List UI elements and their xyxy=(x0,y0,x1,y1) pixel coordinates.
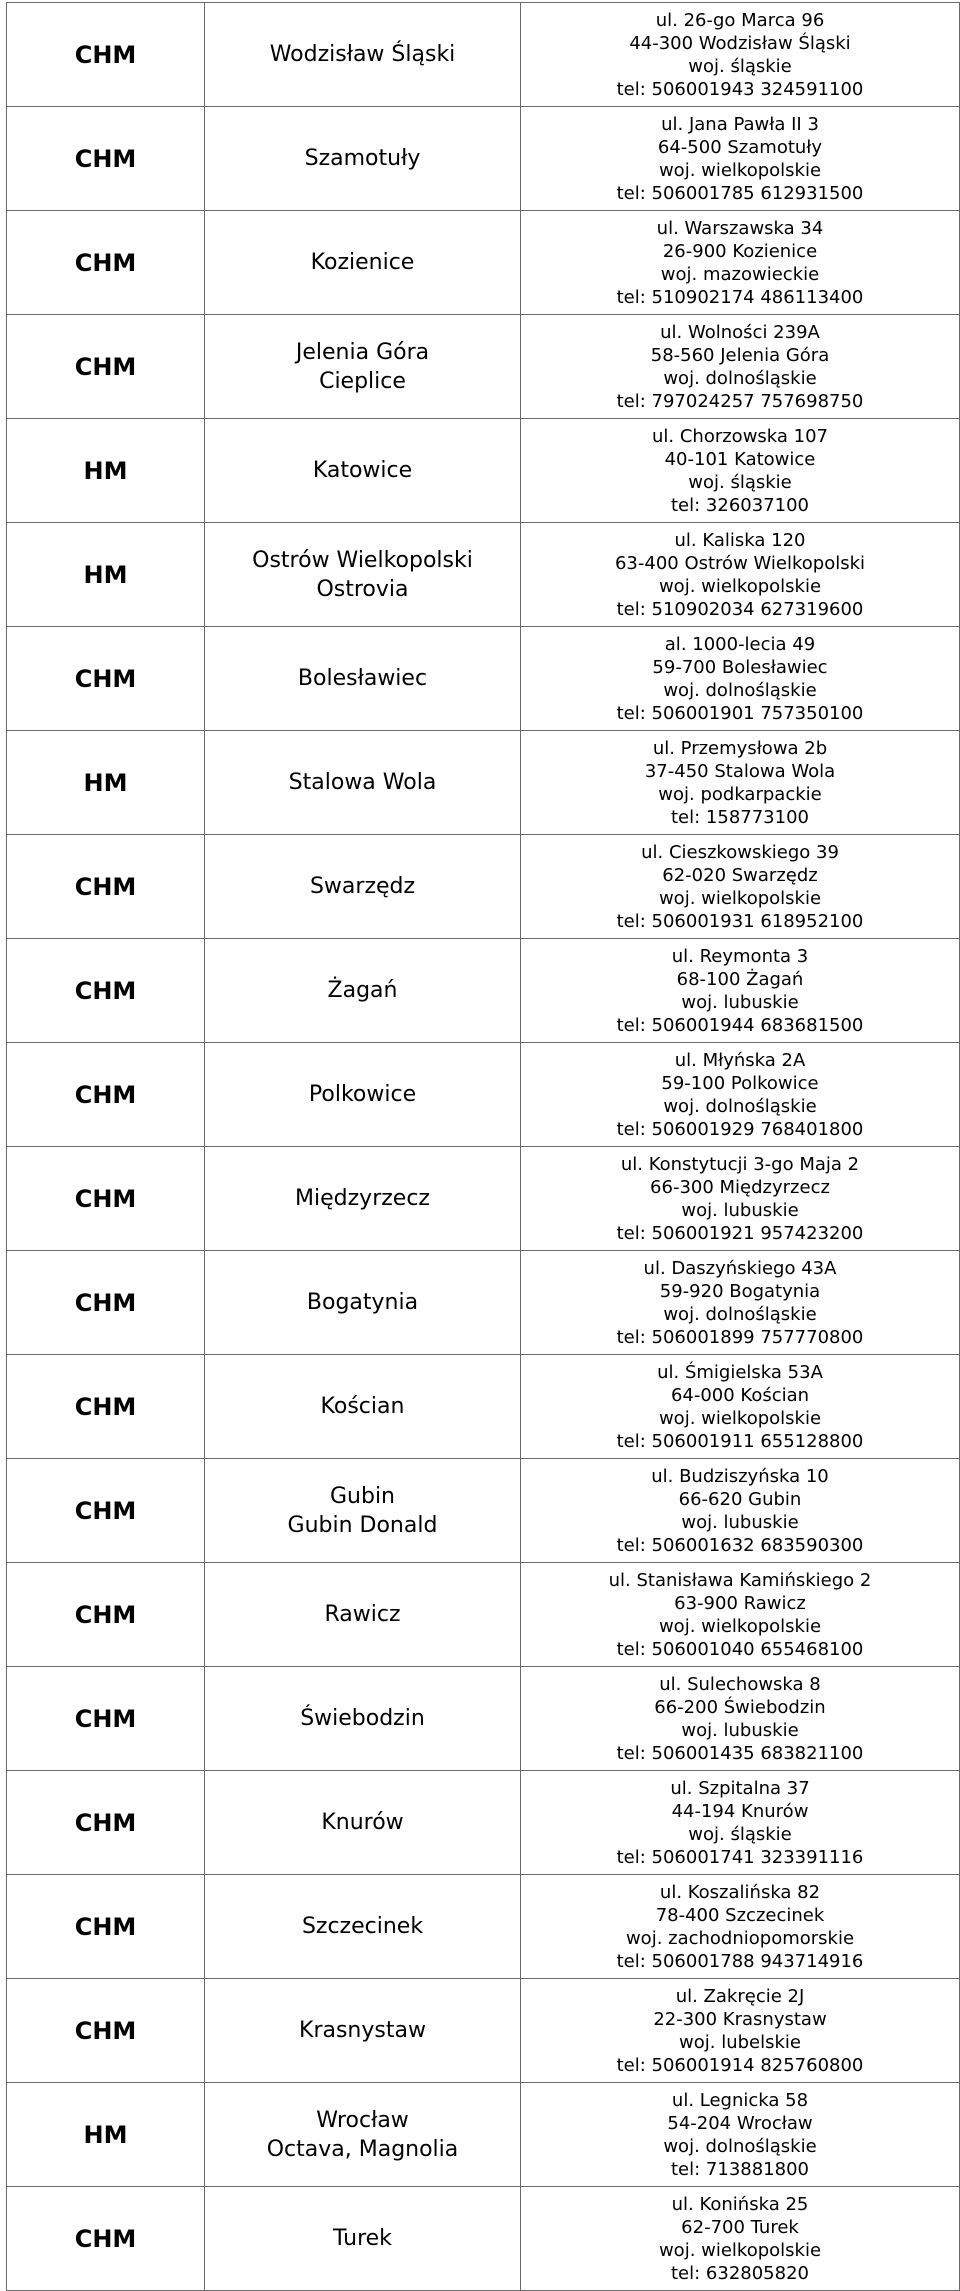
store-type-cell: CHM xyxy=(7,1979,205,2083)
street-line: ul. Sulechowska 8 xyxy=(659,1673,821,1695)
table-row xyxy=(7,1459,960,1563)
voivodeship-line: woj. lubuskie xyxy=(681,1199,799,1221)
city-line: Knurów xyxy=(321,1810,404,1835)
city-cell xyxy=(205,3,521,107)
city-line: Stalowa Wola xyxy=(288,770,437,795)
postal-line: 54-204 Wrocław xyxy=(667,2112,813,2134)
voivodeship-line: woj. zachodniopomorskie xyxy=(625,1927,855,1949)
city-cell xyxy=(205,107,521,211)
street-line: ul. Daszyńskiego 43A xyxy=(643,1257,837,1279)
address-cell xyxy=(521,1667,960,1771)
address-cell xyxy=(521,1771,960,1875)
postal-line: 37-450 Stalowa Wola xyxy=(644,760,836,782)
phone-line: tel: 506001944 683681500 xyxy=(616,1014,864,1036)
city-cell xyxy=(205,1355,521,1459)
street-line: ul. Konińska 25 xyxy=(671,2193,809,2215)
city-line: Ostrów Wielkopolski xyxy=(252,547,473,573)
city-line: Katowice xyxy=(312,458,413,483)
postal-line: 63-400 Ostrów Wielkopolski xyxy=(614,552,866,574)
table-row xyxy=(7,1875,960,1979)
address-cell xyxy=(521,1979,960,2083)
voivodeship-line: woj. podkarpackie xyxy=(658,783,822,805)
store-type-cell: CHM xyxy=(7,107,205,211)
address-cell xyxy=(521,2187,960,2291)
city-cell xyxy=(205,1875,521,1979)
street-line: ul. Warszawska 34 xyxy=(656,217,824,239)
address-cell xyxy=(521,315,960,419)
street-line: ul. Młyńska 2A xyxy=(674,1049,806,1071)
city-line: Bolesławiec xyxy=(297,666,428,691)
city-line: Bogatynia xyxy=(306,1290,419,1315)
city-line: Kozienice xyxy=(310,250,415,275)
voivodeship-line: woj. lubuskie xyxy=(681,1719,799,1741)
table-row xyxy=(7,1979,960,2083)
city-line: Wrocław xyxy=(316,2107,409,2133)
voivodeship-line: woj. śląskie xyxy=(688,1823,792,1845)
store-type-cell: CHM xyxy=(7,2187,205,2291)
postal-line: 22-300 Krasnystaw xyxy=(653,2008,827,2030)
city-line: Turek xyxy=(333,2226,392,2251)
city-line: Świebodzin xyxy=(300,1706,425,1731)
store-type-cell: CHM xyxy=(7,1459,205,1563)
table-row xyxy=(7,3,960,107)
city-line: Rawicz xyxy=(324,1602,401,1627)
street-line: ul. Przemysłowa 2b xyxy=(652,737,828,759)
postal-line: 40-101 Katowice xyxy=(664,448,816,470)
street-line: ul. Koszalińska 82 xyxy=(659,1881,821,1903)
phone-line: tel: 506001435 683821100 xyxy=(616,1742,864,1764)
street-line: ul. Cieszkowskiego 39 xyxy=(641,841,839,863)
table-row xyxy=(7,523,960,627)
postal-line: 26-900 Kozienice xyxy=(662,240,818,262)
store-type-cell: CHM xyxy=(7,1251,205,1355)
address-cell xyxy=(521,731,960,835)
voivodeship-line: woj. wielkopolskie xyxy=(658,1615,822,1637)
phone-line: tel: 506001914 825760800 xyxy=(616,2054,864,2076)
city-line: Szczecinek xyxy=(301,1914,424,1939)
city-cell xyxy=(205,1147,521,1251)
voivodeship-line: woj. mazowieckie xyxy=(660,263,820,285)
location-table xyxy=(6,2,960,2291)
address-cell xyxy=(521,1355,960,1459)
city-cell xyxy=(205,2083,521,2187)
table-row xyxy=(7,835,960,939)
table-row xyxy=(7,2187,960,2291)
city-line: Wodzisław Śląski xyxy=(269,42,456,67)
store-type-cell: CHM xyxy=(7,627,205,731)
address-cell xyxy=(521,939,960,1043)
voivodeship-line: woj. wielkopolskie xyxy=(658,1407,822,1429)
table-row xyxy=(7,1251,960,1355)
street-line: ul. Kaliska 120 xyxy=(674,529,806,551)
address-cell xyxy=(521,1459,960,1563)
store-type-cell: CHM xyxy=(7,211,205,315)
street-line: ul. Śmigielska 53A xyxy=(657,1361,823,1383)
postal-line: 66-620 Gubin xyxy=(678,1488,802,1510)
phone-line: tel: 326037100 xyxy=(671,494,809,516)
store-type-cell: HM xyxy=(7,523,205,627)
store-type-cell: HM xyxy=(7,2083,205,2187)
table-row xyxy=(7,1043,960,1147)
city-line: Żagań xyxy=(327,978,398,1003)
city-cell xyxy=(205,627,521,731)
city-cell xyxy=(205,211,521,315)
street-line: al. 1000-lecia 49 xyxy=(664,633,816,655)
phone-line: tel: 506001901 757350100 xyxy=(616,702,864,724)
phone-line: tel: 506001921 957423200 xyxy=(616,1222,864,1244)
address-cell xyxy=(521,835,960,939)
voivodeship-line: woj. śląskie xyxy=(688,471,792,493)
street-line: ul. 26-go Marca 96 xyxy=(655,9,825,31)
city-line: Międzyrzecz xyxy=(295,1186,430,1211)
store-type-cell: HM xyxy=(7,731,205,835)
postal-line: 62-700 Turek xyxy=(681,2216,799,2238)
city-cell xyxy=(205,2187,521,2291)
table-row xyxy=(7,1355,960,1459)
store-type-cell: CHM xyxy=(7,939,205,1043)
table-row xyxy=(7,315,960,419)
address-cell xyxy=(521,1563,960,1667)
postal-line: 68-100 Żagań xyxy=(676,968,804,990)
city-line: Polkowice xyxy=(308,1082,417,1107)
postal-line: 44-300 Wodzisław Śląski xyxy=(629,32,851,54)
table-row xyxy=(7,731,960,835)
postal-line: 64-500 Szamotuły xyxy=(657,136,823,158)
city-cell xyxy=(205,1563,521,1667)
address-cell xyxy=(521,627,960,731)
postal-line: 62-020 Swarzędz xyxy=(662,864,818,886)
phone-line: tel: 506001943 324591100 xyxy=(616,78,864,100)
phone-line: tel: 506001785 612931500 xyxy=(616,182,864,204)
address-cell xyxy=(521,2083,960,2187)
voivodeship-line: woj. lubelskie xyxy=(679,2031,801,2053)
phone-line: tel: 797024257 757698750 xyxy=(616,390,864,412)
street-line: ul. Reymonta 3 xyxy=(671,945,809,967)
phone-line: tel: 506001899 757770800 xyxy=(616,1326,864,1348)
city-line: Gubin xyxy=(329,1483,395,1509)
city-cell xyxy=(205,1979,521,2083)
city-line: Cieplice xyxy=(319,368,406,394)
voivodeship-line: woj. śląskie xyxy=(688,55,792,77)
address-cell xyxy=(521,107,960,211)
address-cell xyxy=(521,3,960,107)
city-cell xyxy=(205,1771,521,1875)
store-type-cell: HM xyxy=(7,419,205,523)
postal-line: 58-560 Jelenia Góra xyxy=(650,344,830,366)
postal-line: 64-000 Kościan xyxy=(670,1384,810,1406)
voivodeship-line: woj. wielkopolskie xyxy=(658,2239,822,2261)
street-line: ul. Legnicka 58 xyxy=(671,2089,809,2111)
store-type-cell: CHM xyxy=(7,315,205,419)
address-cell xyxy=(521,1043,960,1147)
address-cell xyxy=(521,523,960,627)
voivodeship-line: woj. wielkopolskie xyxy=(658,887,822,909)
address-cell xyxy=(521,419,960,523)
store-type-cell: CHM xyxy=(7,1771,205,1875)
table-row xyxy=(7,1563,960,1667)
city-line: Szamotuły xyxy=(304,146,421,171)
store-type-cell: CHM xyxy=(7,1563,205,1667)
city-line: Ostrovia xyxy=(316,576,409,602)
city-cell xyxy=(205,1251,521,1355)
phone-line: tel: 506001929 768401800 xyxy=(616,1118,864,1140)
city-cell xyxy=(205,523,521,627)
store-type-cell: CHM xyxy=(7,1667,205,1771)
postal-line: 66-200 Świebodzin xyxy=(654,1696,826,1718)
city-cell xyxy=(205,1043,521,1147)
table-row xyxy=(7,1667,960,1771)
table-row xyxy=(7,2083,960,2187)
postal-line: 59-100 Polkowice xyxy=(661,1072,819,1094)
address-cell xyxy=(521,1147,960,1251)
street-line: ul. Stanisława Kamińskiego 2 xyxy=(608,1569,872,1591)
phone-line: tel: 632805820 xyxy=(671,2262,809,2284)
phone-line: tel: 158773100 xyxy=(671,806,809,828)
postal-line: 44-194 Knurów xyxy=(671,1800,809,1822)
table-row xyxy=(7,107,960,211)
address-cell xyxy=(521,1251,960,1355)
voivodeship-line: woj. wielkopolskie xyxy=(658,575,822,597)
phone-line: tel: 506001911 655128800 xyxy=(616,1430,864,1452)
city-cell xyxy=(205,1459,521,1563)
postal-line: 59-920 Bogatynia xyxy=(659,1280,821,1302)
postal-line: 66-300 Międzyrzecz xyxy=(650,1176,830,1198)
street-line: ul. Wolności 239A xyxy=(660,321,820,343)
city-line: Swarzędz xyxy=(309,874,416,899)
street-line: ul. Konstytucji 3-go Maja 2 xyxy=(620,1153,860,1175)
city-cell xyxy=(205,731,521,835)
phone-line: tel: 506001788 943714916 xyxy=(616,1950,864,1972)
street-line: ul. Szpitalna 37 xyxy=(670,1777,810,1799)
store-type-cell: CHM xyxy=(7,3,205,107)
phone-line: tel: 506001931 618952100 xyxy=(616,910,864,932)
city-cell xyxy=(205,315,521,419)
voivodeship-line: woj. dolnośląskie xyxy=(663,679,817,701)
voivodeship-line: woj. lubuskie xyxy=(681,991,799,1013)
phone-line: tel: 510902034 627319600 xyxy=(616,598,864,620)
city-cell xyxy=(205,835,521,939)
table-row xyxy=(7,627,960,731)
store-type-cell: CHM xyxy=(7,1043,205,1147)
city-line: Kościan xyxy=(320,1394,405,1419)
phone-line: tel: 506001741 323391116 xyxy=(616,1846,864,1868)
postal-line: 63-900 Rawicz xyxy=(674,1592,806,1614)
street-line: ul. Zakręcie 2J xyxy=(675,1985,805,2007)
voivodeship-line: woj. dolnośląskie xyxy=(663,1303,817,1325)
table-row xyxy=(7,419,960,523)
city-cell xyxy=(205,419,521,523)
voivodeship-line: woj. dolnośląskie xyxy=(663,2135,817,2157)
phone-line: tel: 713881800 xyxy=(671,2158,809,2180)
store-type-cell: CHM xyxy=(7,1875,205,1979)
table-row xyxy=(7,1771,960,1875)
address-cell xyxy=(521,211,960,315)
phone-line: tel: 510902174 486113400 xyxy=(616,286,864,308)
street-line: ul. Jana Pawła II 3 xyxy=(661,113,819,135)
store-type-cell: CHM xyxy=(7,1355,205,1459)
table-row xyxy=(7,939,960,1043)
voivodeship-line: woj. dolnośląskie xyxy=(663,367,817,389)
phone-line: tel: 506001040 655468100 xyxy=(616,1638,864,1660)
table-row xyxy=(7,211,960,315)
postal-line: 78-400 Szczecinek xyxy=(655,1904,825,1926)
city-cell xyxy=(205,1667,521,1771)
city-line: Gubin Donald xyxy=(287,1512,438,1538)
city-line: Krasnystaw xyxy=(299,2018,426,2043)
phone-line: tel: 506001632 683590300 xyxy=(616,1534,864,1556)
voivodeship-line: woj. lubuskie xyxy=(681,1511,799,1533)
city-line: Octava, Magnolia xyxy=(266,2136,459,2162)
store-type-cell: CHM xyxy=(7,1147,205,1251)
street-line: ul. Chorzowska 107 xyxy=(651,425,829,447)
table-row xyxy=(7,1147,960,1251)
street-line: ul. Budziszyńska 10 xyxy=(651,1465,829,1487)
address-cell xyxy=(521,1875,960,1979)
store-type-cell: CHM xyxy=(7,835,205,939)
voivodeship-line: woj. wielkopolskie xyxy=(658,159,822,181)
city-line: Jelenia Góra xyxy=(295,339,430,365)
postal-line: 59-700 Bolesławiec xyxy=(652,656,828,678)
voivodeship-line: woj. dolnośląskie xyxy=(663,1095,817,1117)
city-cell xyxy=(205,939,521,1043)
table-body xyxy=(7,3,960,2291)
